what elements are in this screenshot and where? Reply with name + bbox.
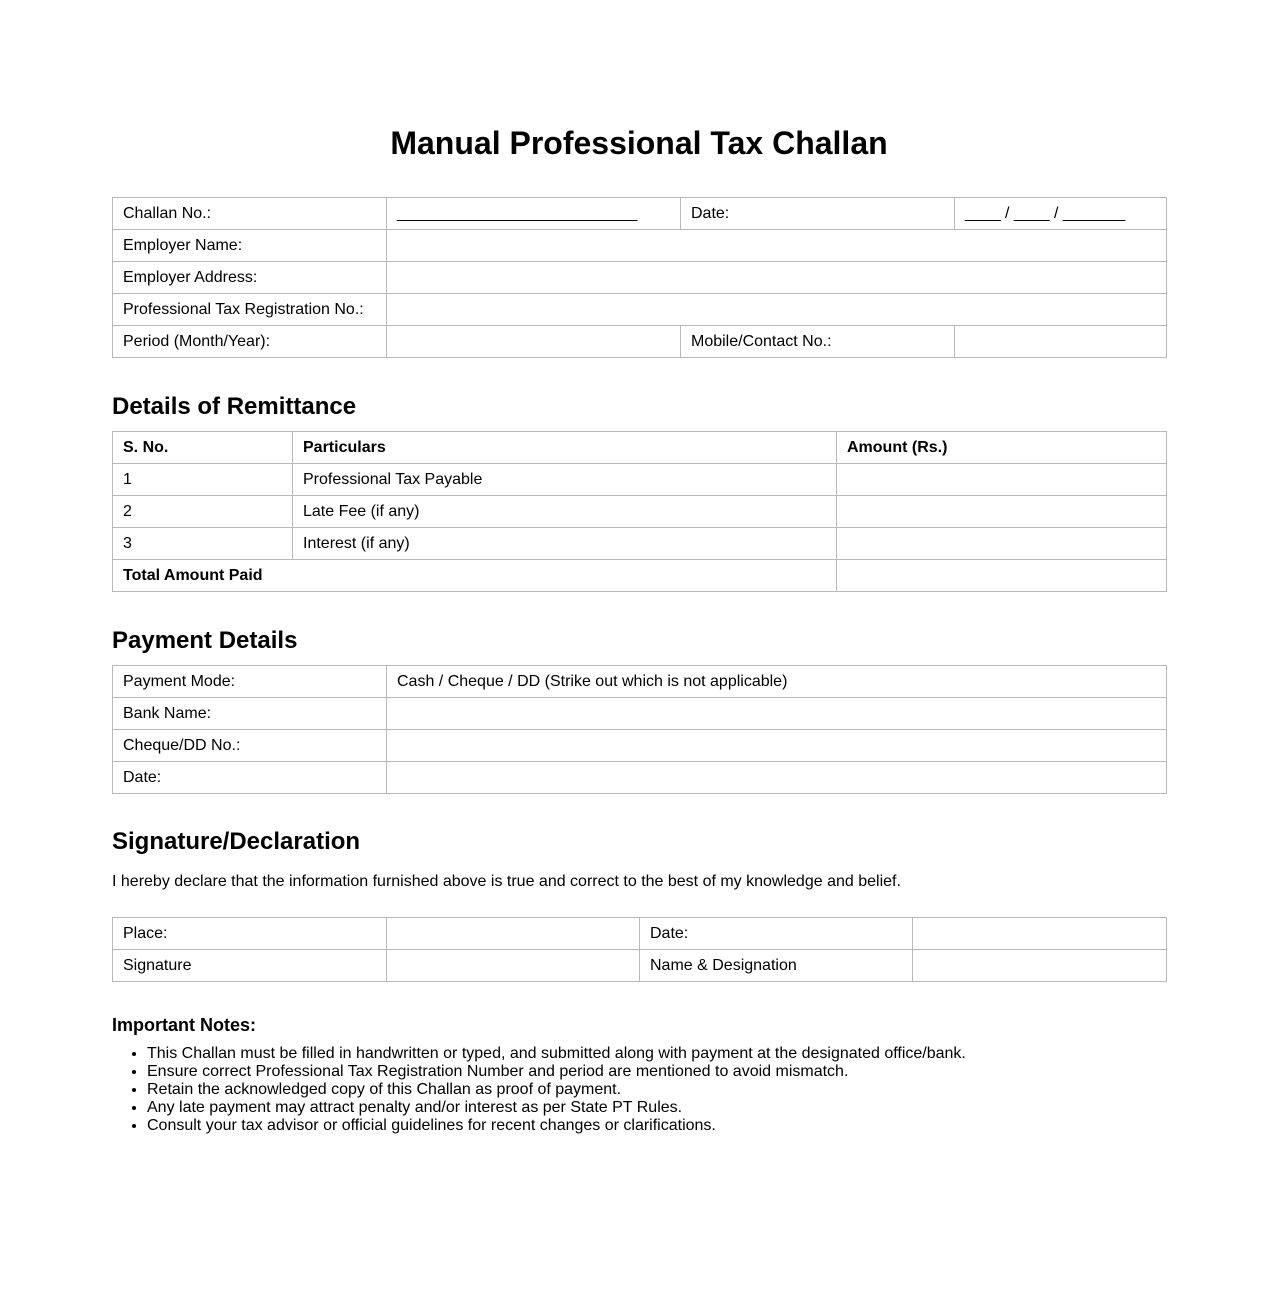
- column-header-amount: Amount (Rs.): [837, 432, 1167, 464]
- list-item: • Ensure correct Professional Tax Registration Number and period are mentioned to avoid mismatch.: [147, 1063, 966, 1081]
- challan-no-field[interactable]: ___________________________: [387, 198, 681, 230]
- cheque-no-field[interactable]: [387, 730, 1167, 762]
- sno-cell: 1: [113, 464, 293, 496]
- table-row: [113, 918, 1167, 950]
- mobile-label: Mobile/Contact No.:: [681, 326, 955, 358]
- table-header-row: [113, 432, 1167, 464]
- signature-label: Signature: [113, 950, 387, 982]
- challan-no-label: Challan No.:: [113, 198, 387, 230]
- list-item: • Consult your tax advisor or official guidelines for recent changes or clarifications.: [147, 1117, 966, 1135]
- page-title: Manual Professional Tax Challan: [390, 125, 888, 161]
- cheque-no-label: Cheque/DD No.:: [113, 730, 387, 762]
- table-row: [113, 560, 1167, 592]
- challan-header-table: [112, 197, 1167, 358]
- signature-table: [112, 917, 1167, 982]
- ptrn-label: Professional Tax Registration No.:: [113, 294, 387, 326]
- table-row: [113, 496, 1167, 528]
- table-row: [113, 464, 1167, 496]
- period-field[interactable]: [387, 326, 681, 358]
- payment-heading: Payment Details: [112, 627, 298, 654]
- particular-cell: Professional Tax Payable: [293, 464, 837, 496]
- bank-name-label: Bank Name:: [113, 698, 387, 730]
- place-label: Place:: [113, 918, 387, 950]
- amount-field[interactable]: [837, 496, 1167, 528]
- amount-field[interactable]: [837, 464, 1167, 496]
- particular-cell: Late Fee (if any): [293, 496, 837, 528]
- date-field[interactable]: ____ / ____ / _______: [955, 198, 1167, 230]
- total-label: Total Amount Paid: [113, 560, 837, 592]
- table-row: [113, 950, 1167, 982]
- payment-mode-value[interactable]: Cash / Cheque / DD (Strike out which is not applicable): [387, 666, 1167, 698]
- particular-cell: Interest (if any): [293, 528, 837, 560]
- employer-address-field[interactable]: [387, 262, 1167, 294]
- signature-field[interactable]: [387, 950, 640, 982]
- notes-heading: Important Notes:: [112, 1015, 256, 1035]
- payment-date-label: Date:: [113, 762, 387, 794]
- employer-name-field[interactable]: [387, 230, 1167, 262]
- name-designation-label: Name & Designation: [640, 950, 913, 982]
- employer-address-label: Employer Address:: [113, 262, 387, 294]
- table-row: [113, 326, 1167, 358]
- signature-date-field[interactable]: [913, 918, 1167, 950]
- table-row: [113, 762, 1167, 794]
- column-header-particulars: Particulars: [293, 432, 837, 464]
- payment-date-field[interactable]: [387, 762, 1167, 794]
- table-row: [113, 698, 1167, 730]
- employer-name-label: Employer Name:: [113, 230, 387, 262]
- signature-date-label: Date:: [640, 918, 913, 950]
- bank-name-field[interactable]: [387, 698, 1167, 730]
- ptrn-field[interactable]: [387, 294, 1167, 326]
- payment-mode-label: Payment Mode:: [113, 666, 387, 698]
- period-label: Period (Month/Year):: [113, 326, 387, 358]
- table-row: [113, 528, 1167, 560]
- table-row: [113, 262, 1167, 294]
- table-row: [113, 730, 1167, 762]
- sno-cell: 3: [113, 528, 293, 560]
- list-item: • Retain the acknowledged copy of this Challan as proof of payment.: [147, 1081, 966, 1099]
- declaration-text: I hereby declare that the information furnished above is true and correct to the best of my knowledge and belief.: [112, 873, 901, 890]
- list-item: • This Challan must be filled in handwritten or typed, and submitted along with payment at the designated office/bank.: [147, 1045, 966, 1063]
- column-header-sno: S. No.: [113, 432, 293, 464]
- date-label: Date:: [681, 198, 955, 230]
- mobile-field[interactable]: [955, 326, 1167, 358]
- total-amount-field[interactable]: [837, 560, 1167, 592]
- table-row: [113, 230, 1167, 262]
- name-designation-field[interactable]: [913, 950, 1167, 982]
- notes-list: [112, 1045, 966, 1135]
- table-row: [113, 666, 1167, 698]
- amount-field[interactable]: [837, 528, 1167, 560]
- place-field[interactable]: [387, 918, 640, 950]
- remittance-heading: Details of Remittance: [112, 393, 357, 420]
- remittance-table: [112, 431, 1167, 592]
- table-row: [113, 198, 1167, 230]
- payment-table: [112, 665, 1167, 794]
- list-item: • Any late payment may attract penalty and/or interest as per State PT Rules.: [147, 1099, 966, 1117]
- signature-heading: Signature/Declaration: [112, 828, 361, 855]
- sno-cell: 2: [113, 496, 293, 528]
- table-row: [113, 294, 1167, 326]
